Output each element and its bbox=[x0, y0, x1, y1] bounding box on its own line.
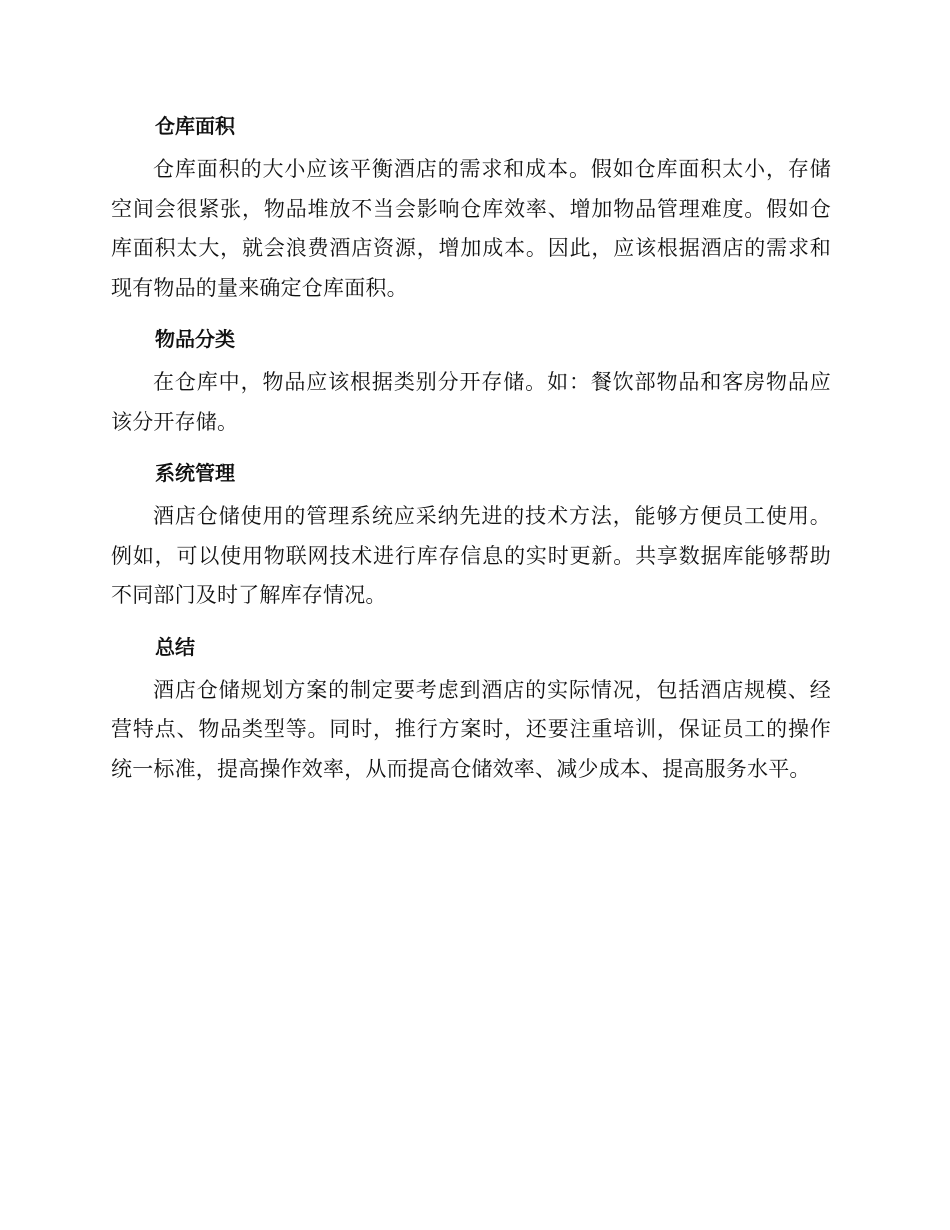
section-paragraph: 仓库面积的大小应该平衡酒店的需求和成本。假如仓库面积太小，存储空间会很紧张，物品堆放不当会影响仓库效率、增加物品管理难度。假如仓库面积太大，就会浪费酒店资源，增加成本。因此，应该根据酒店的需求和现有物品的量来确定仓库面积。 bbox=[111, 157, 831, 300]
section-item-classification bbox=[111, 321, 831, 442]
section-paragraph: 酒店仓储规划方案的制定要考虑到酒店的实际情况，包括酒店规模、经营特点、物品类型等。同时，推行方案时，还要注重培训，保证员工的操作统一标准，提高操作效率，从而提高仓储效率、减少成本、提高服务水平。 bbox=[111, 677, 831, 781]
section-system-management bbox=[111, 455, 831, 616]
section-heading: 总结 bbox=[155, 634, 195, 659]
section-paragraph: 酒店仓储使用的管理系统应采纳先进的技术方法，能够方便员工使用。例如，可以使用物联网技术进行库存信息的实时更新。共享数据库能够帮助不同部门及时了解库存情况。 bbox=[111, 504, 831, 607]
section-heading: 系统管理 bbox=[155, 461, 235, 485]
section-heading: 仓库面积 bbox=[155, 114, 235, 138]
section-warehouse-area bbox=[111, 108, 831, 308]
document-page bbox=[111, 108, 831, 802]
section-summary bbox=[111, 629, 831, 790]
section-heading: 物品分类 bbox=[155, 327, 235, 351]
section-paragraph: 在仓库中，物品应该根据类别分开存储。如：餐饮部物品和客房物品应该分开存储。 bbox=[111, 370, 831, 434]
